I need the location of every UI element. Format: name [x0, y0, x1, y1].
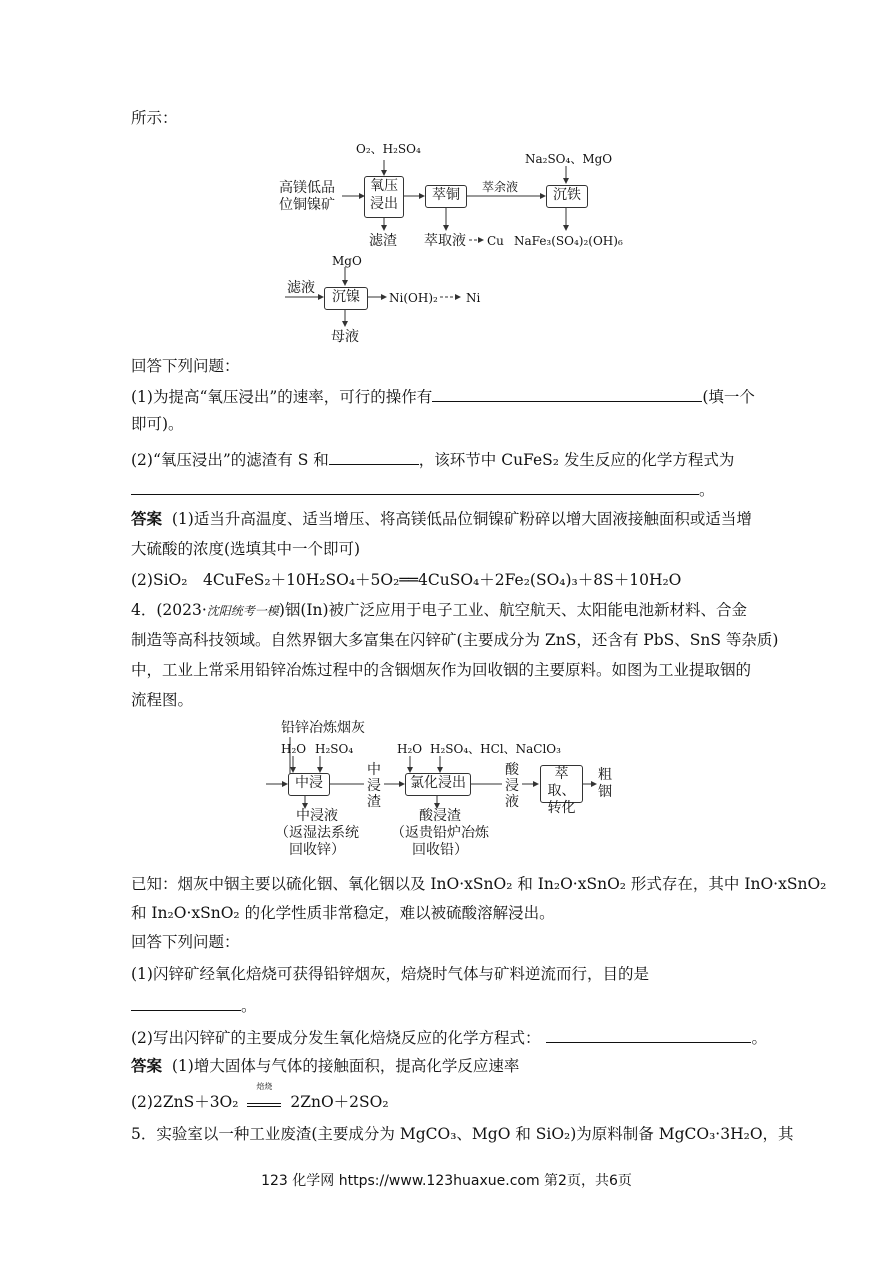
q4-answer-2: (2)2ZnS＋3O₂ 焙烧 2ZnO＋2SO₂ [131, 1082, 389, 1111]
flow1-product: NaFe₃(SO₄)₂(OH)₆ [514, 234, 623, 248]
flow1-extract: 萃取液 [424, 233, 466, 249]
q3-answer-2: (2)SiO₂ 4CuFeS₂＋10H₂SO₄＋5O₂══4CuSO₄＋2Fe₂(SO₄)₃＋8S＋10H₂O [131, 571, 682, 589]
answer-label: 答案 [131, 509, 163, 528]
flow1-raffinate: 萃余液 [482, 180, 519, 194]
q3-p2-eq-line: 。 [131, 478, 715, 500]
answer-blank-5[interactable] [546, 1026, 751, 1043]
q4-answer-1: 答案 (1)增大固体与气体的接触面积，提高化学反应速率 [131, 1056, 520, 1075]
q4-p1: (1)闪锌矿经氧化焙烧可获得铅锌烟灰，焙烧时气体与矿料逆流而行，目的是 [131, 965, 649, 983]
q3-p1: (1)为提高“氧压浸出”的速率，可行的操作有 (填一个 [131, 385, 755, 407]
flow3-box-chlorination: 氯化浸出 [405, 773, 471, 796]
flow1-residue: 滤渣 [369, 233, 397, 249]
flow2-mid: Ni(OH)₂ [389, 291, 438, 305]
flow2-box-ni-precip: 沉镍 [324, 287, 368, 310]
flow3-reagents-b: H₂SO₄、HCl、NaClO₃ [430, 742, 561, 756]
q3-p1-cont: 即可)。 [131, 415, 184, 433]
q4-known-2: 和 In₂O·xSnO₂ 的化学性质非常稳定，难以被硫酸溶解浸出。 [131, 904, 555, 922]
reaction-condition-arrow: 焙烧 [247, 1094, 281, 1107]
answer-label-2: 答案 [131, 1056, 163, 1075]
q3-answer-1-cont: 大硫酸的浓度(选填其中一个即可) [131, 540, 361, 558]
flow3-under2: 酸浸渣 （返贵铅炉冶炼 回收铅） [391, 808, 489, 858]
flow3-box-extract: 萃取、 转化 [540, 765, 583, 803]
flow3-h2o-a: H₂O [281, 742, 307, 756]
flow1-box-oxygen-leach: 氧压 浸出 [364, 176, 404, 218]
q4-line-4: 流程图。 [131, 691, 194, 709]
q3-p2: (2)“氧压浸出”的滤渣有 S 和 ，该环节中 CuFeS₂ 发生反应的化学方程式为 [131, 448, 734, 470]
flow1-raw-2: 位铜镍矿 [279, 197, 335, 213]
answer-blank-4[interactable] [131, 994, 241, 1011]
q3-answer-1: 答案 (1)适当升高温度、适当增压、将高镁低品位铜镍矿粉碎以增大固液接触面积或适当增 [131, 509, 752, 528]
page-footer: 123 化学网 https://www.123huaxue.com 第2页，共6页 [261, 1173, 632, 1189]
flow2-out: Ni [466, 291, 481, 305]
flow1-reagent3: Na₂SO₄、MgO [525, 152, 613, 166]
flow1-raw-1: 高镁低品 [279, 180, 335, 196]
q4-ask: 回答下列问题： [131, 933, 240, 951]
flow3-mid1: 中 浸 渣 [367, 762, 381, 810]
flow3-h2o-b: H₂O [397, 742, 423, 756]
flow3-mid2: 酸 浸 液 [505, 762, 519, 810]
intro-text: 所示： [131, 109, 178, 127]
flow1-top-reagents: O₂、H₂SO₄ [356, 142, 421, 156]
flow1-cu: Cu [487, 234, 504, 248]
q4-known-1: 已知：烟灰中铟主要以硫化铟、氧化铟以及 InO·xSnO₂ 和 In₂O·xSnO₂ 形式存在，其中 InO·xSnO₂ [131, 875, 827, 893]
flow3-h2so4-a: H₂SO₄ [315, 742, 354, 756]
q4-line-2: 制造等高科技领域。自然界铟大多富集在闪锌矿(主要成分为 ZnS，还含有 PbS、SnS 等杂质) [131, 631, 779, 649]
flow3-box-neutral-leach: 中浸 [288, 773, 330, 796]
q4-p1-blank-line: 。 [131, 994, 257, 1016]
q4-source: 沈阳统考一模 [206, 604, 279, 618]
q4-p2: (2)写出闪锌矿的主要成分发生氧化焙烧反应的化学方程式： 。 [131, 1026, 767, 1048]
flow1-box-iron-precip: 沉铁 [546, 185, 588, 208]
flow1-box-extract-cu: 萃铜 [425, 185, 467, 208]
flow3-under1: 中浸液 （返湿法系统 回收锌） [275, 808, 359, 858]
flow3-out: 粗 铟 [598, 767, 612, 800]
flow2-bottom: 母液 [331, 329, 359, 345]
q5-line-1: 5．实验室以一种工业废渣(主要成分为 MgCO₃、MgO 和 SiO₂)为原料制备 MgCO₃·3H₂O，其 [131, 1125, 794, 1143]
flow2-reagent: MgO [332, 254, 362, 268]
q4-line-1: 4．(2023·沈阳统考一模)铟(In)被广泛应用于电子工业、航空航天、太阳能电池新材料、合金 [131, 601, 748, 619]
flow2-input: 滤液 [287, 280, 315, 296]
flow3-top: 铅锌冶炼烟灰 [281, 720, 365, 736]
q4-line-3: 中，工业上常采用铅锌冶炼过程中的含铟烟灰作为回收铟的主要原料。如图为工业提取铟的 [131, 661, 752, 679]
q3-ask: 回答下列问题： [131, 357, 240, 375]
